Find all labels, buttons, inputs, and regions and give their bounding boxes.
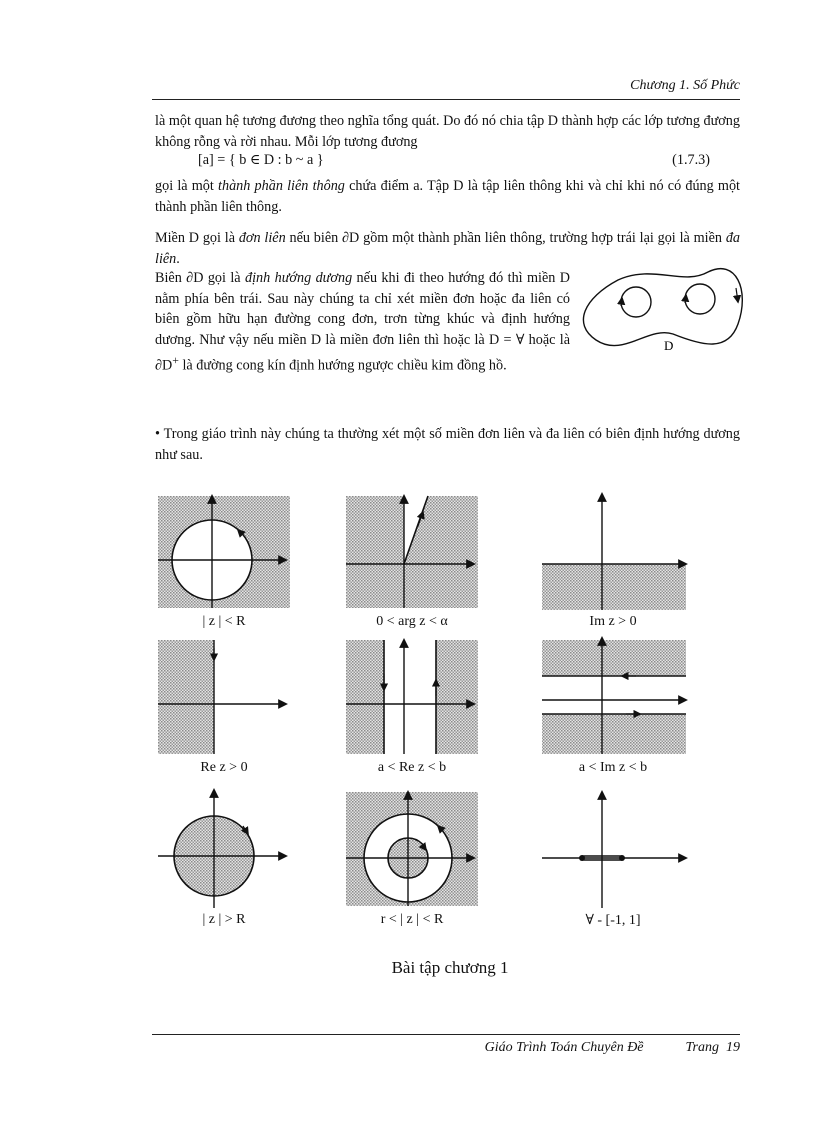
p3-text-b: nếu biên ∂D gồm một thành phần liên thông, trường hợp trái lại gọi là miền xyxy=(285,230,726,246)
caption-sector: 0 < arg z < α xyxy=(376,614,448,629)
p3-term-multiple: đa liên xyxy=(155,230,740,267)
p4-text-c: là đường cong kín định hướng ngược chiều kim đồng hồ. xyxy=(178,357,507,374)
p2-text-b: chứa điểm a. Tập D là tập liên thông khi và chỉ khi nó có đúng một thành phần liên thông. xyxy=(155,178,740,215)
caption-slit-plane: ∀ - [-1, 1] xyxy=(585,913,641,928)
formula-equivalence-class xyxy=(198,152,740,169)
p4-text-a: Biên ∂D gọi là xyxy=(155,270,245,286)
figure-sector xyxy=(346,490,478,618)
paragraph-examples-intro: • Trong giáo trình này chúng ta thường xét một số miền đơn liên và đa liên có biên định hướng dương như sau. xyxy=(155,426,740,463)
caption-annulus: r < | z | < R xyxy=(380,912,444,927)
p3-term-simple: đơn liên xyxy=(238,230,286,246)
figure-upper-half-plane xyxy=(540,490,690,618)
p4-term: định hướng dương xyxy=(244,270,353,286)
header-rule xyxy=(152,99,740,100)
shaded-right xyxy=(436,640,478,754)
caption-disk: | z | < R xyxy=(202,614,246,629)
caption-vertical-strip: a < Re z < b xyxy=(377,760,447,775)
p3-text-c: . xyxy=(176,250,180,267)
caption-horizontal-strip: a < Im z < b xyxy=(578,760,648,775)
p2-text-a: gọi là một xyxy=(155,178,219,194)
caption-exterior-disk: | z | > R xyxy=(202,912,246,927)
footer-rule xyxy=(152,1034,740,1035)
section-title: Bài tập chương 1 xyxy=(391,958,509,977)
paragraph-connected-component xyxy=(155,176,740,217)
slit-endpoint-left xyxy=(579,855,585,861)
figure-exterior-disk xyxy=(158,786,290,914)
shaded-region xyxy=(158,640,214,754)
multiply-connected-domain-figure xyxy=(578,262,748,362)
outer-boundary-curve xyxy=(583,269,742,346)
formula-number: (1.7.3) xyxy=(672,152,710,168)
domain-label: D xyxy=(664,338,674,353)
p4-superscript: + xyxy=(172,353,179,367)
p4-text-b: nếu khi đi theo hướng đó thì miền D nằm phía bên trái. Sau này chúng ta chỉ xét miền đơn hoặc đa liên có biên gồm hữu hạn đường cong đơn, trơn từng khúc và định hướng dương. Như vậy nếu miền D là miền đơn liên thì hoặc là D = ∀ hoặc là ∂D xyxy=(155,270,571,374)
footer-book-title: Giáo Trình Toán Chuyên Đề xyxy=(484,1040,644,1055)
shaded-region xyxy=(542,564,686,610)
outer-boundary-arrow xyxy=(736,288,738,302)
formula-body: [a] = { b ∈ D : b ~ a } xyxy=(198,152,324,168)
figure-horizontal-strip xyxy=(540,634,690,762)
running-header: Chương 1. Số Phức xyxy=(630,78,740,93)
caption-right-half-plane: Re z > 0 xyxy=(200,760,248,775)
shaded-left xyxy=(346,640,384,754)
figure-slit-plane xyxy=(540,786,690,914)
p3-text-a: Miền D gọi là xyxy=(155,230,239,246)
shaded-top xyxy=(542,640,686,676)
p2-term: thành phần liên thông xyxy=(218,178,345,194)
inner-hole-left xyxy=(621,287,651,317)
figure-annulus xyxy=(346,786,478,914)
paragraph-equivalence: là một quan hệ tương đương theo nghĩa tổng quát. Do đó nó chia tập D thành hợp các lớp tương đương không rỗng và rời nhau. Mỗi lớp tương đương xyxy=(155,113,740,150)
running-footer xyxy=(152,1040,740,1056)
footer-gap xyxy=(644,1040,686,1055)
footer-page-number: Trang 19 xyxy=(685,1040,740,1055)
inner-hole-right xyxy=(685,284,715,314)
figure-vertical-strip xyxy=(346,634,478,762)
figure-right-half-plane xyxy=(158,634,290,762)
slit-endpoint-right xyxy=(619,855,625,861)
caption-upper-half-plane: Im z > 0 xyxy=(589,614,637,629)
figure-disk xyxy=(158,490,290,618)
paragraph-positive-orientation xyxy=(155,268,570,376)
shaded-bottom xyxy=(542,714,686,754)
